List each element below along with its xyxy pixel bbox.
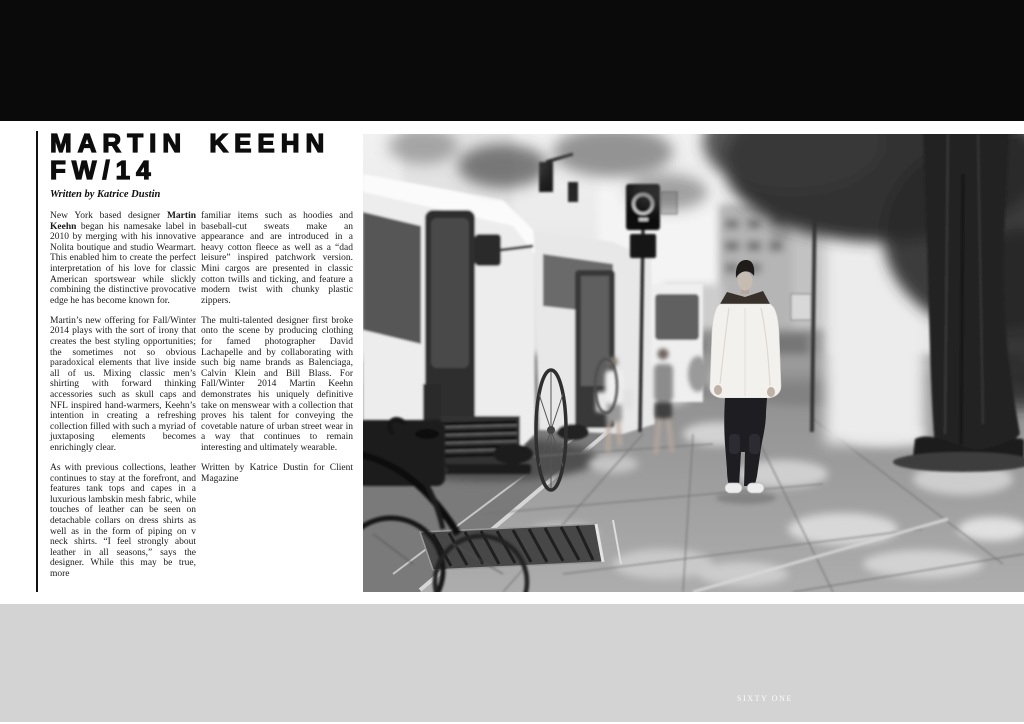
intro-post: began his namesake label in 2010 by merging with his innovative Nolita boutique and studio Wearmart. This enabled him to create the perfect interpretation of his love for classic American sportswear while slickly combining the distinctive provocative edge he has become known for. <box>50 221 196 306</box>
article-title-line2: FW/14 <box>50 155 157 185</box>
top-black-band <box>0 0 1024 121</box>
footer-band <box>0 604 1024 722</box>
article-title-line1: MARTIN KEEHN <box>50 128 331 158</box>
paragraph-intro <box>50 211 196 306</box>
paragraph: familiar items such as hoodies and baseball-cut sweats make an appearance and are introduced in a heavy cotton fleece as well as a “dad leisure” inspired patchwork version. Mini cargos are presented in classic cotton twills and ticking, and feature a modern twist with chunky plastic zippers. <box>201 211 353 306</box>
vertical-rule <box>36 131 38 592</box>
designer-name-bold: Martin Keehn <box>50 211 196 232</box>
intro-pre: New York based designer <box>50 211 167 221</box>
page-number: SIXTY ONE <box>736 694 794 703</box>
credit-line: Written by Katrice Dustin for Client Magazine <box>201 463 353 484</box>
paragraph: As with previous collections, leather continues to stay at the forefront, and features tank tops and capes in a luxurious lambskin mesh fabric, while touches of leather can be seen on detachable collars on dress shirts as well as in the form of piping on v neck shirts. “I feel strongly about leather in all seasons,” says the designer. While this may be true, more <box>50 463 196 579</box>
paragraph: Martin’s new offering for Fall/Winter 2014 plays with the sort of irony that creates the best styling opportunities; the sometimes not so obvious paradoxical elements that live inside all of us. Mixing classic men’s shirting with forward thinking accessories such as skull caps and NFL inspired hand-warmers, Keehn’s intention in creating a refreshing collection filled with such a myriad of juxtaposing elements becomes enrichingly clear. <box>50 315 196 453</box>
byline: Written by Katrice Dustin <box>50 189 161 200</box>
street-photo-graphic <box>363 134 1024 592</box>
editorial-photo <box>363 134 1024 592</box>
article-title <box>50 130 330 184</box>
paragraph: The multi-talented designer first broke onto the scene by producing clothing for famed photographer David Lachapelle and by collaborating with such big name brands as Balenciaga, Calvin Klein and Bill Blass. For Fall/Winter 2014 Martin Keehn demonstrates his uniquely definitive take on menswear with a collection that proves his talent for conveying the covetable nature of urban street wear in a way that continues to remain interesting and ultimately wearable. <box>201 315 353 453</box>
article-column-2 <box>201 211 353 494</box>
article-column-1 <box>50 211 196 589</box>
